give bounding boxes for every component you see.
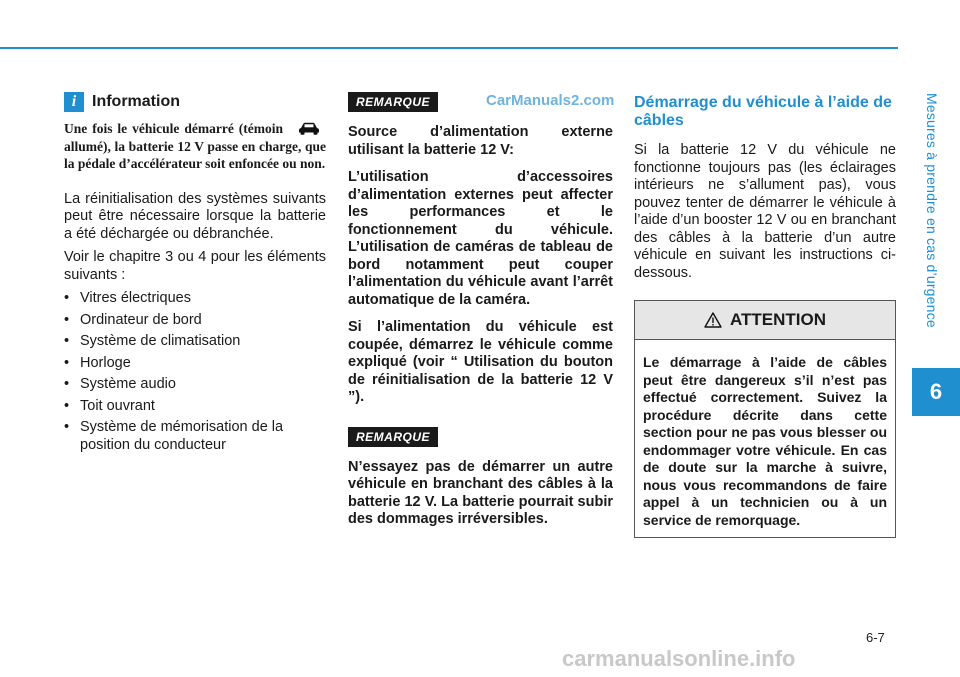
bullet: • bbox=[64, 333, 70, 349]
info-note bbox=[64, 120, 326, 173]
bullet: • bbox=[64, 311, 70, 328]
remark2-paragraph: N’essayez pas de démarrer un autre véhicule en branchant des câbles à la batterie 12 V. La batterie pourrait subir des dommages irréversibles. bbox=[348, 458, 613, 527]
reset-paragraph: La réinitialisation des systèmes suivants peut être nécessaire lorsque la batterie a été déchargée ou débranchée. bbox=[64, 190, 326, 242]
column-right bbox=[634, 94, 896, 538]
list-item bbox=[64, 376, 326, 394]
chapter-number: 6 bbox=[929, 379, 943, 404]
info-header bbox=[64, 90, 326, 114]
remark-badge: REMARQUE bbox=[348, 92, 438, 112]
attention-header bbox=[635, 301, 895, 340]
column-left bbox=[64, 90, 326, 458]
bullet: • bbox=[64, 397, 70, 414]
reset-systems-list bbox=[64, 290, 326, 454]
list-item bbox=[64, 398, 326, 416]
chapter-side-title bbox=[912, 60, 952, 360]
list-item-text: Toit ouvrant bbox=[80, 397, 155, 414]
bullet: • bbox=[64, 354, 70, 371]
bullet: • bbox=[64, 419, 70, 435]
header-rule bbox=[0, 47, 898, 49]
list-item bbox=[64, 312, 326, 330]
remark1-paragraph1: L’utilisation d’accessoires d’alimentation externes peut affecter les performances et le fonctionnement du véhicule. L’utilisation de caméras de tableau de bord notamment peut couper l’alimentation du véhicule avant l’arrêt automatique de la caméra. bbox=[348, 169, 613, 308]
remark1-heading: Source d’alimentation externe utilisant la batterie 12 V: bbox=[348, 124, 613, 158]
list-item bbox=[64, 355, 326, 373]
chapter-number-tab bbox=[912, 368, 960, 416]
remark-badge: REMARQUE bbox=[348, 427, 438, 447]
list-item-text: Horloge bbox=[80, 354, 131, 371]
attention-label: ATTENTION bbox=[729, 310, 826, 329]
page-number: 6-7 bbox=[866, 630, 885, 645]
info-note-part1: Une fois le véhicule démarré (témoin bbox=[64, 121, 284, 136]
bullet: • bbox=[64, 290, 70, 306]
chapter-reference-paragraph: Voir le chapitre 3 ou 4 pour les éléments suivants : bbox=[64, 249, 326, 283]
list-item bbox=[64, 419, 326, 454]
list-item-text: Système audio bbox=[80, 376, 176, 392]
warning-triangle-icon bbox=[704, 312, 722, 328]
list-item-text: Système de climatisation bbox=[80, 333, 241, 349]
list-item bbox=[64, 290, 326, 308]
footer-watermark: carmanualsonline.info bbox=[562, 646, 796, 671]
list-item-text: Système de mémorisation de la position du conducteur bbox=[80, 419, 284, 453]
car-icon bbox=[298, 122, 320, 135]
section-title: Démarrage du véhicule à l’aide de câbles bbox=[634, 94, 892, 129]
bullet: • bbox=[64, 376, 70, 392]
info-icon-letter: i bbox=[71, 93, 77, 110]
site-watermark: CarManuals2.com bbox=[486, 92, 615, 109]
info-title: Information bbox=[92, 93, 180, 110]
jump-start-paragraph: Si la batterie 12 V du véhicule ne fonctionne toujours pas (les éclairages intérieurs ne s’allument pas), vous pouvez tenter de démarrer le véhicule à l’aide d’un booster 12 V ou en branchant des câbles à la batterie d’un autre véhicule en suivant les instructions ci-dessous. bbox=[634, 142, 896, 281]
column-middle bbox=[348, 92, 613, 539]
list-item-text: Vitres électriques bbox=[80, 290, 191, 306]
list-item-text: Ordinateur de bord bbox=[80, 311, 202, 328]
list-item bbox=[64, 333, 326, 351]
chapter-side-title-text: Mesures à prendre en cas d’urgence bbox=[924, 92, 940, 328]
remark1-paragraph2: Si l’alimentation du véhicule est coupée, démarrez le véhicule comme expliqué (voir “ Utilisation du bouton de réinitialisation de la batterie 12 V ”). bbox=[348, 319, 613, 405]
info-note-part2: allumé), la batterie 12 V passe en charge, que la pédale d’accélérateur soit enfoncée ou non. bbox=[64, 138, 326, 171]
attention-text: Le démarrage à l’aide de câbles peut être dangereux s’il n’est pas effectué correctement. Suivez la procédure décrite dans cette section pour ne pas vous blesser ou endommager votre véhicule. En cas de doute sur la marche à suivre, nous vous recommandons de faire appel à un technicien ou à un service de remorquage. bbox=[643, 354, 887, 528]
info-icon bbox=[64, 92, 84, 112]
attention-box bbox=[634, 300, 896, 538]
